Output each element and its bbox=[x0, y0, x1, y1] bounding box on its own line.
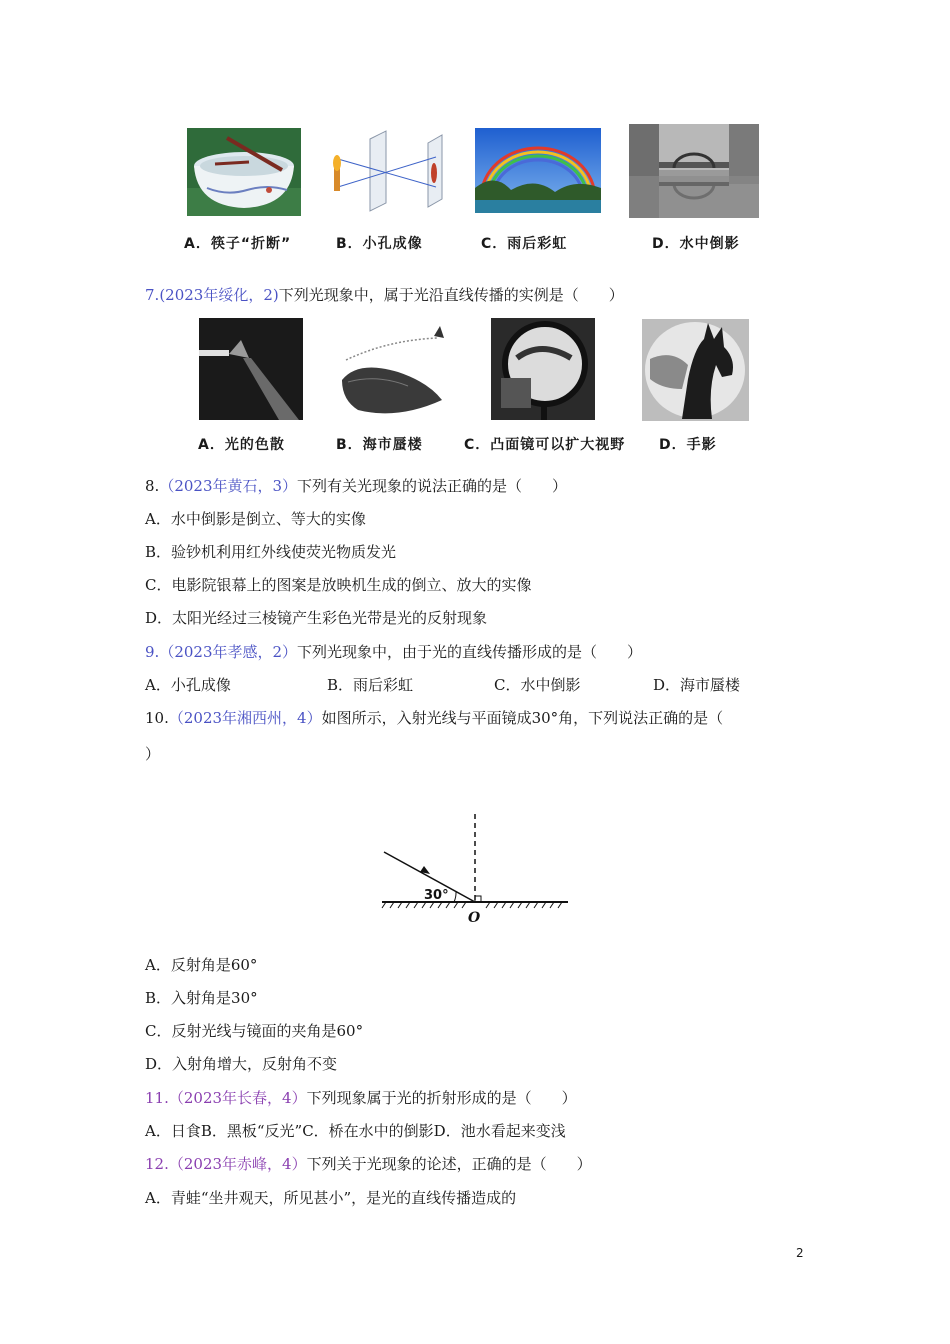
figure-angle-label: 30° bbox=[424, 888, 449, 903]
caption-d: D．水中倒影 bbox=[652, 236, 740, 252]
q12-source: （2023年赤峰，4） bbox=[168, 1155, 307, 1173]
question-8 bbox=[145, 476, 567, 496]
caption-a: A．筷子“折断” bbox=[184, 236, 292, 252]
page-number: 2 bbox=[796, 1246, 804, 1260]
q7-caption-d: D．手影 bbox=[659, 437, 717, 453]
q10-text: 如图所示，入射光线与平面镜成30°角，下列说法正确的是（ bbox=[321, 709, 724, 727]
q9-option-c: C．水中倒影 bbox=[494, 676, 581, 694]
q9-number: 9. bbox=[145, 643, 160, 661]
q12-option-a: A．青蛙“坐井观天，所见甚小”，是光的直线传播造成的 bbox=[145, 1189, 517, 1207]
image-convex-mirror bbox=[491, 318, 595, 420]
q10-option-d: D．入射角增大，反射角不变 bbox=[145, 1055, 338, 1073]
q8-source: （2023年黄石，3） bbox=[159, 477, 298, 495]
question-10 bbox=[145, 708, 723, 728]
question-11 bbox=[145, 1088, 577, 1108]
q10-source: （2023年湘西州，4） bbox=[168, 709, 322, 727]
figure-point-label: O bbox=[468, 910, 481, 926]
question-7 bbox=[145, 285, 624, 305]
q8-option-d: D．太阳光经过三棱镜产生彩色光带是光的反射现象 bbox=[145, 609, 488, 627]
q12-number: 12. bbox=[145, 1155, 169, 1173]
image-mirage bbox=[338, 320, 446, 420]
image-chopsticks-bowl bbox=[187, 128, 301, 216]
q12-text: 下列关于光现象的论述，正确的是（ ） bbox=[306, 1155, 592, 1173]
image-pinhole-camera bbox=[328, 129, 452, 213]
q11-source: （2023年长春，4） bbox=[168, 1089, 307, 1107]
question-9 bbox=[145, 642, 642, 662]
q7-caption-a: A．光的色散 bbox=[198, 437, 285, 453]
q7-caption-b: B．海市蜃楼 bbox=[336, 437, 423, 453]
q8-option-c: C．电影院银幕上的图案是放映机生成的倒立、放大的实像 bbox=[145, 576, 532, 594]
q11-number: 11. bbox=[145, 1089, 169, 1107]
image-bridge-reflection bbox=[629, 124, 759, 218]
image-hand-shadow bbox=[642, 319, 749, 421]
q9-option-d: D．海市蜃楼 bbox=[653, 676, 741, 694]
q10-text-continued: ） bbox=[145, 745, 161, 763]
caption-c: C．雨后彩虹 bbox=[481, 236, 568, 252]
q10-option-b: B．入射角是30° bbox=[145, 989, 258, 1007]
figure-plane-mirror bbox=[378, 812, 572, 926]
question-12 bbox=[145, 1154, 592, 1174]
caption-b: B．小孔成像 bbox=[336, 236, 423, 252]
q9-option-b: B．雨后彩虹 bbox=[327, 676, 414, 694]
q11-options: A．日食B．黑板“反光”C．桥在水中的倒影D．池水看起来变浅 bbox=[145, 1122, 566, 1140]
q10-option-a: A．反射角是60° bbox=[145, 956, 258, 974]
q10-number: 10. bbox=[145, 709, 169, 727]
q9-text: 下列光现象中，由于光的直线传播形成的是（ ） bbox=[297, 643, 643, 661]
q7-text: 下列光现象中，属于光沿直线传播的实例是（ ） bbox=[278, 286, 624, 304]
q11-text: 下列现象属于光的折射形成的是（ ） bbox=[306, 1089, 577, 1107]
q7-caption-c: C．凸面镜可以扩大视野 bbox=[464, 437, 626, 453]
q8-option-b: B．验钞机利用红外线使荧光物质发光 bbox=[145, 543, 397, 561]
q10-option-c: C．反射光线与镜面的夹角是60° bbox=[145, 1022, 364, 1040]
image-rainbow bbox=[475, 128, 601, 213]
q7-number: 7. bbox=[145, 286, 160, 304]
q9-source: （2023年孝感，2） bbox=[159, 643, 298, 661]
q8-text: 下列有关光现象的说法正确的是（ ） bbox=[297, 477, 568, 495]
image-light-dispersion bbox=[199, 318, 303, 420]
q8-number: 8. bbox=[145, 477, 160, 495]
q8-option-a: A．水中倒影是倒立、等大的实像 bbox=[145, 510, 366, 528]
q9-option-a: A．小孔成像 bbox=[145, 676, 231, 694]
q7-source: (2023年绥化，2) bbox=[159, 286, 279, 304]
